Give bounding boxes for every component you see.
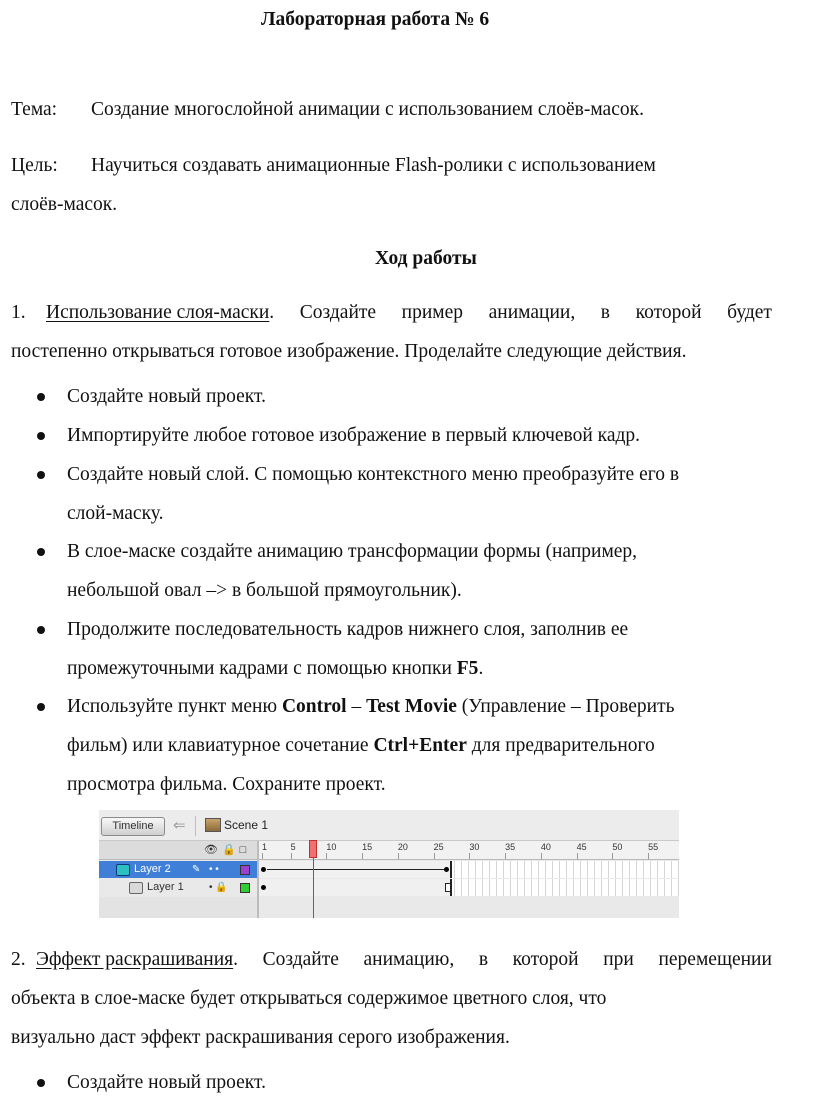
back-arrow-icon[interactable]: ⇐: [173, 817, 186, 834]
task1-step-5-line2: [67, 656, 483, 682]
ruler-tick: [648, 853, 649, 859]
ruler-label: 40: [540, 842, 551, 852]
ruler-tick: [612, 853, 613, 859]
task1-step-6-rest: (Управление – Проверить: [456, 696, 675, 717]
task1-step-6-l2-pre: фильм) или клавиатурное сочетание: [67, 735, 374, 756]
frame-span[interactable]: [259, 879, 452, 896]
task1-step-4-line1: В слое-маске создайте анимацию трансформации формы (например,: [67, 541, 638, 562]
layers-divider[interactable]: [257, 841, 259, 918]
layer-name[interactable]: Layer 2: [134, 863, 171, 875]
word: которой: [635, 302, 702, 323]
ruler-label: 15: [362, 842, 373, 852]
layer-header-icons: 👁🔒□: [204, 844, 251, 856]
timeline-header: [99, 841, 679, 860]
ruler-label: 45: [576, 842, 587, 852]
word: Использование слоя-маски.: [46, 302, 275, 323]
ruler-label: 50: [612, 842, 623, 852]
masked-layer-icon: [129, 882, 143, 894]
keyframe-start[interactable]: [261, 885, 266, 890]
bullet-7: [37, 1079, 45, 1087]
menu-test-movie: Test Movie: [366, 696, 457, 717]
timeline-button[interactable]: Timeline: [101, 817, 165, 836]
task2-number: 2.: [11, 949, 26, 970]
end-frame-marker[interactable]: [445, 883, 451, 892]
layer-name[interactable]: Layer 1: [147, 881, 184, 893]
mask-layer-icon: [116, 864, 130, 876]
menu-control: Control: [281, 696, 347, 717]
task1-step-3-line2: слой-маску.: [67, 503, 164, 524]
layer-row[interactable]: [99, 861, 679, 878]
layer-color-swatch[interactable]: [240, 883, 250, 893]
task1-step-2: Импортируйте любое готовое изображение в первый ключевой кадр.: [67, 425, 641, 446]
bullet-6: [37, 703, 45, 711]
tween-arrow: [267, 869, 445, 870]
layer-cell[interactable]: [99, 861, 257, 878]
section-title: Ход работы: [375, 248, 477, 269]
goal-label: Цель:: [11, 155, 58, 176]
word: пример: [401, 302, 464, 323]
task2-intro-line1: [36, 947, 772, 973]
task2-step-1: Создайте новый проект.: [67, 1072, 266, 1093]
topic-label: Тема:: [11, 99, 58, 120]
task1-step-6-line2: [67, 733, 655, 759]
ruler-tick: [262, 853, 263, 859]
playhead[interactable]: [309, 840, 317, 858]
task2-intro-line2: объекта в слое-маске будет открываться содержимое цветного слоя, что: [11, 988, 607, 1009]
layer-color-swatch[interactable]: [240, 865, 250, 875]
bullet-4: [37, 548, 45, 556]
word: анимации,: [488, 302, 576, 323]
ruler-tick: [291, 853, 292, 859]
key-f5: F5: [456, 658, 479, 679]
ruler-tick: [541, 853, 542, 859]
ruler-tick: [362, 853, 363, 859]
ruler-tick: [505, 853, 506, 859]
task1-step-5-line1: Продолжите последовательность кадров нижнего слоя, заполнив ее: [67, 619, 629, 640]
ruler-label: 25: [433, 842, 444, 852]
ruler-label: 1: [262, 842, 268, 852]
task1-step-4-line2: небольшой овал –> в большой прямоугольник).: [67, 580, 462, 601]
topic-text: Создание многослойной анимации с использованием слоёв-масок.: [91, 99, 644, 120]
task1-step-5-end: .: [478, 658, 484, 679]
word: Создайте: [262, 949, 339, 970]
task1-step-1: Создайте новый проект.: [67, 386, 266, 407]
task1-step-6-line1: [67, 694, 675, 720]
ruler-label: 35: [505, 842, 516, 852]
key-ctrl-enter: Ctrl+Enter: [373, 735, 467, 756]
task2-intro-line3: визуально даст эффект раскрашивания серого изображения.: [11, 1027, 510, 1048]
ruler-label: 10: [326, 842, 337, 852]
word: Создайте: [299, 302, 377, 323]
toolbar-separator: [195, 816, 196, 836]
frame-ruler[interactable]: [259, 841, 679, 859]
ruler-label: 5: [290, 842, 296, 852]
word: в: [478, 949, 489, 970]
task1-step-6-pre: Используйте пункт меню: [67, 696, 282, 717]
word: в: [600, 302, 611, 323]
task1-number: 1.: [11, 302, 26, 323]
keyframe-start[interactable]: [261, 867, 266, 872]
task1-step-6-dash: –: [346, 696, 367, 717]
bullet-2: [37, 432, 45, 440]
ruler-tick: [326, 853, 327, 859]
playhead-line: [313, 858, 314, 918]
word: анимацию,: [363, 949, 455, 970]
task1-step-5-text: промежуточными кадрами с помощью кнопки: [67, 658, 457, 679]
timeline-toolbar: [99, 810, 679, 841]
bullet-1: [37, 393, 45, 401]
ruler-tick: [398, 853, 399, 859]
page-title: Лабораторная работа № 6: [261, 9, 490, 30]
timeline-screenshot: [99, 810, 679, 918]
task1-step-3-line1: Создайте новый слой. С помощью контекстного меню преобразуйте его в: [67, 464, 680, 485]
goal-text-line1: Научиться создавать анимационные Flash-ролики с использованием: [91, 155, 656, 176]
goal-text-line2: слоёв-масок.: [11, 194, 118, 215]
task1-intro-line2: постепенно открываться готовое изображение. Проделайте следующие действия.: [11, 341, 687, 362]
ruler-tick: [577, 853, 578, 859]
word: перемещении: [658, 949, 772, 970]
word: которой: [512, 949, 579, 970]
keyframe-end[interactable]: [444, 867, 449, 872]
clapperboard-icon: [205, 818, 221, 832]
ruler-tick: [469, 853, 470, 859]
ruler-label: 55: [648, 842, 659, 852]
word: при: [603, 949, 634, 970]
ruler-label: 30: [469, 842, 480, 852]
layer-row[interactable]: [99, 879, 679, 896]
task1-intro-line1: [46, 300, 772, 326]
bullet-5: [37, 626, 45, 634]
layer-toggles[interactable]: • 🔒: [209, 882, 228, 893]
layer-toggles[interactable]: • •: [209, 864, 219, 875]
layer-controls-area: [99, 897, 257, 918]
word: будет: [727, 302, 772, 323]
word: Эффект раскрашивания.: [36, 949, 239, 970]
layer-cell[interactable]: [99, 879, 257, 896]
task1-step-6-l2-post: для предварительного: [466, 735, 655, 756]
task1-step-6-line3: просмотра фильма. Сохраните проект.: [67, 774, 386, 795]
ruler-label: 20: [397, 842, 408, 852]
scene-label[interactable]: Scene 1: [224, 818, 269, 832]
bullet-3: [37, 471, 45, 479]
ruler-tick: [434, 853, 435, 859]
pencil-icon: ✎: [192, 864, 201, 875]
